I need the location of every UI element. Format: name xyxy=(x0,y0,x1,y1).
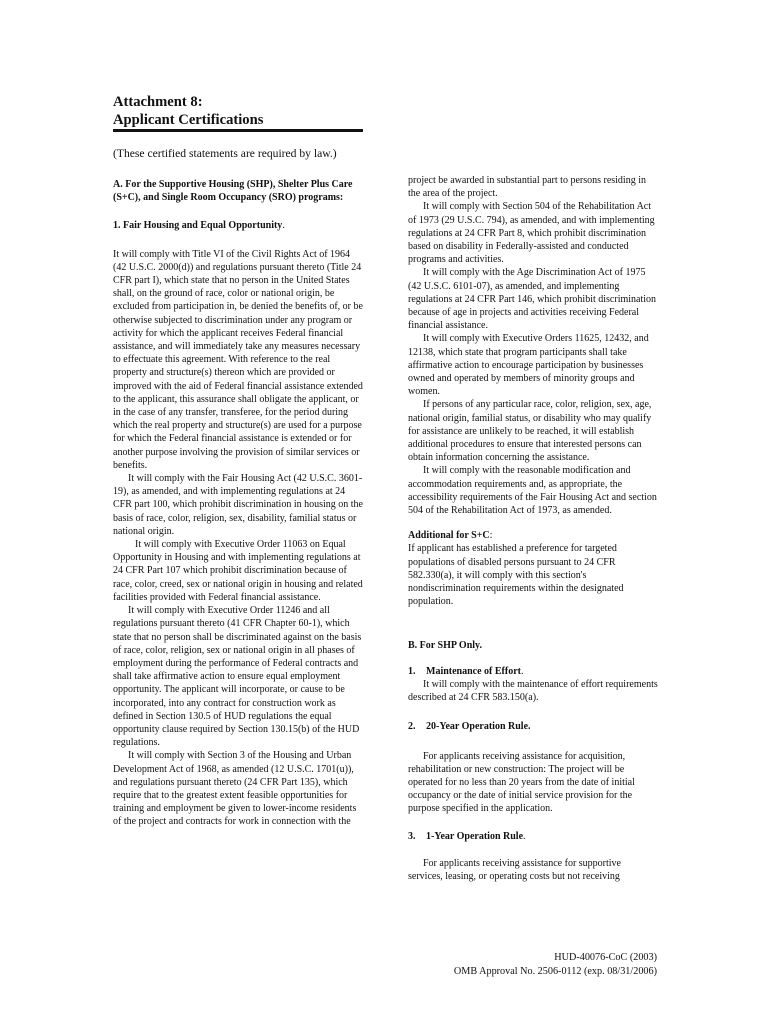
paragraph-additional-sc: If applicant has established a preference for targeted populations of disabled persons pursuant to 24 CFR 582.330(a), it will comply with this section's nondiscrimination requirements within the designated population. xyxy=(408,543,624,608)
item-1-heading-text: 1. Fair Housing and Equal Opportunity xyxy=(113,220,283,232)
item-b3-number: 3. xyxy=(408,830,416,842)
paragraph-project-awarded: project be awarded in substantial part to persons residing in the area of the project. xyxy=(408,175,646,200)
additional-sc-heading xyxy=(408,529,658,542)
item-b3-heading-text: 1-Year Operation Rule xyxy=(426,830,524,842)
item-b2-number: 2. xyxy=(408,721,416,733)
item-b3-heading xyxy=(408,830,658,843)
left-column xyxy=(113,178,365,829)
title-line-2: Applicant Certifications xyxy=(113,112,264,128)
right-column xyxy=(408,174,658,883)
paragraph-reasonable-modification: It will comply with the reasonable modification and accommodation requirements and, as appropriate, the accessibility requirements of the Fair Housing Act and section 504 of the Rehabilitation Act of 1973, as amended. xyxy=(408,465,657,517)
paragraph-outreach-procedures: If persons of any particular race, color, religion, sex, age, national origin, familial status, or disability who may qualify for assistance are unlikely to be reached, it will establish additional procedures to ensure that interested persons can obtain information concerning the assistance. xyxy=(408,399,652,464)
additional-sc-colon: : xyxy=(489,530,493,542)
item-b1-heading-punct: . xyxy=(520,665,524,677)
paragraph-fair-housing-act: It will comply with the Fair Housing Act (42 U.S.C. 3601-19), as amended, and with implementing regulations at 24 CFR part 100, which prohibit discrimination in housing on the basis of race, color, religion, sex, disability, familial status or national origin. xyxy=(113,473,363,537)
omb-approval: OMB Approval No. 2506-0112 (exp. 08/31/2006) xyxy=(453,965,657,977)
item-b1-heading xyxy=(408,665,658,678)
additional-sc-heading-text: Additional for S+C xyxy=(408,530,490,542)
paragraph-eo-11246: It will comply with Executive Order 11246 and all regulations pursuant thereto (41 CFR Chapter 60-1), which state that no person shall be discriminated against on the basis of race, color, religion, sex or national origin in all phases of employment during the performance of Federal contracts and shall take affirmative action to ensure equal employment opportunity. The applicant will incorporate, or cause to be incorporated, into any contract for construction work as defined in Section 130.5 of HUD regulations the equal opportunity clause required by Section 130.15(b) of the HUD regulations. xyxy=(113,605,362,749)
paragraph-section-3: It will comply with Section 3 of the Housing and Urban Development Act of 1968, as amended (12 U.S.C. 1701(u)), and regulations pursuant thereto (24 CFR Part 135), which require that to the greatest extent feasible opportunities for training and employment be given to lower-income residents of the project and contracts for work in connection with the xyxy=(113,750,357,828)
document-title xyxy=(113,93,363,129)
section-a-heading: A. For the Supportive Housing (SHP), Shelter Plus Care (S+C), and Single Room Occupancy (SRO) programs: xyxy=(113,179,353,204)
title-underline-divider xyxy=(113,129,363,132)
paragraph-eo-11625: It will comply with Executive Orders 11625, 12432, and 12138, which state that program participants shall take affirmative action to encourage participation by businesses owned and operated by members of minority groups and women. xyxy=(408,333,649,398)
paragraph-section-504: It will comply with Section 504 of the Rehabilitation Act of 1973 (29 U.S.C. 794), as amended, and with implementing regulations at 24 CFR Part 8, which prohibit discrimination based on disability in Federally-assisted and conducted programs and activities. xyxy=(408,201,655,266)
item-1-heading-punct: . xyxy=(282,220,285,232)
item-b2-heading xyxy=(408,720,658,733)
paragraph-title-vi: It will comply with Title VI of the Civil Rights Act of 1964 (42 U.S.C. 2000(d)) and regulations pursuant thereto (Title 24 CFR part I), which state that no person in the United States shall, on the ground of race, color or national origin, be excluded from participation in, be denied the benefits of, or be otherwise subjected to discrimination under any program or activity for which the applicant receives Federal financial assistance, and will immediately take any measures necessary to effectuate this agreement. With reference to the real property and structure(s) thereon which are provided or improved with the aid of Federal financial assistance extended to the applicant, this assurance shall obligate the applicant, or in the case of any transfer, transferee, for the period during which the real property and structure(s) are used for a purpose for which the Federal financial assistance is extended or for another purpose involving the provision of similar services or benefits. xyxy=(113,248,363,471)
paragraph-age-discrimination: It will comply with the Age Discrimination Act of 1975 (42 U.S.C. 6101-07), as amended, and implementing regulations at 24 CFR Part 146, which prohibit discrimination because of age in projects and activities receiving Federal financial assistance. xyxy=(408,267,657,332)
item-b2-heading-text: 20-Year Operation Rule. xyxy=(426,721,531,733)
paragraph-1-year-rule: For applicants receiving assistance for supportive services, leasing, or operating costs but not receiving xyxy=(408,857,621,882)
paragraph-maintenance-of-effort: It will comply with the maintenance of effort requirements described at 24 CFR 583.150(a). xyxy=(408,678,658,704)
item-b1-number: 1. xyxy=(408,665,416,677)
item-b3-heading-punct: . xyxy=(523,830,526,842)
item-b1-heading-text: Maintenance of Effort xyxy=(426,665,521,677)
item-1-heading xyxy=(113,219,365,232)
title-line-1: Attachment 8: xyxy=(113,94,203,110)
page-footer xyxy=(454,951,657,978)
section-b-heading: B. For SHP Only. xyxy=(408,639,482,651)
form-number: HUD-40076-CoC (2003) xyxy=(554,952,657,963)
required-by-law-note: (These certified statements are required by law.) xyxy=(113,147,337,160)
paragraph-eo-11063: It will comply with Executive Order 11063 on Equal Opportunity in Housing and with implementing regulations at 24 CFR Part 107 which prohibit discrimination because of race, color, creed, sex or national origin in housing and related facilities provided with Federal financial assistance. xyxy=(113,539,363,603)
paragraph-20-year-rule: For applicants receiving assistance for acquisition, rehabilitation or new construction: The project will be operated for no less than 20 years from the date of initial occupancy or the date of initial service provision for the purpose specified in the application. xyxy=(408,750,635,815)
